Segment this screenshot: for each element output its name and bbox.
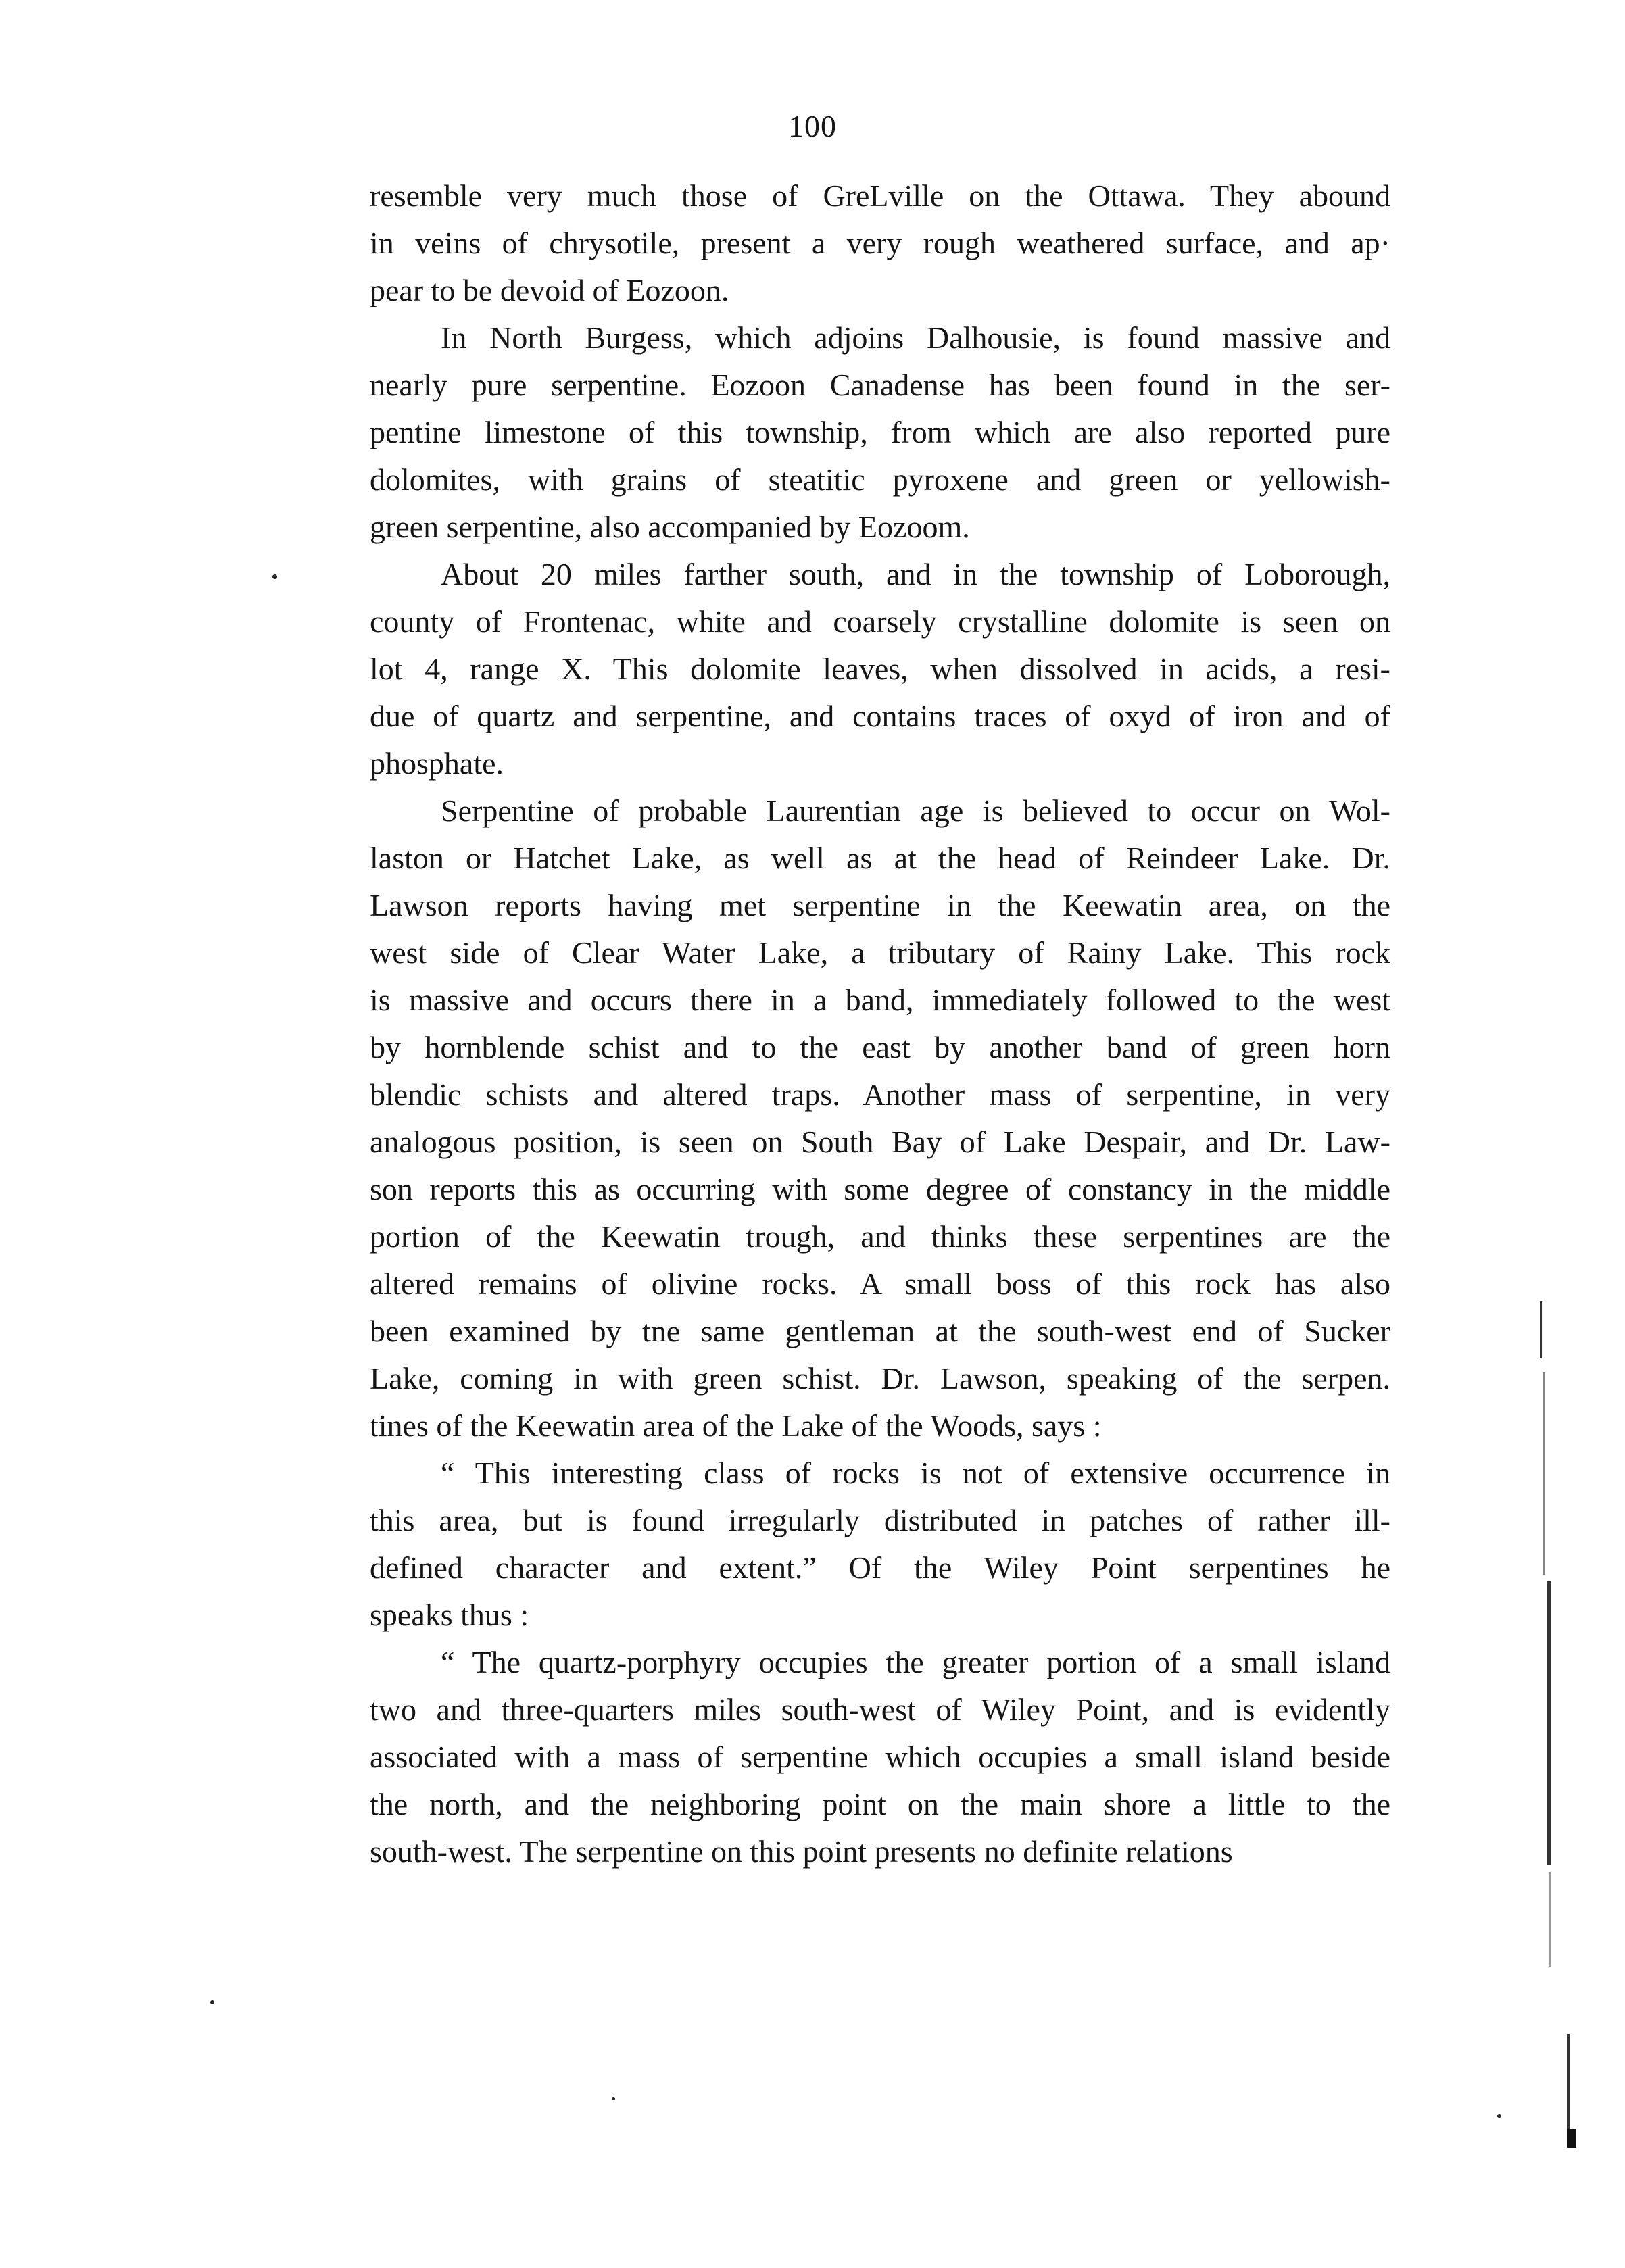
- text-line: tines of the Keewatin area of the Lake of the Woods, says :: [370, 1408, 1102, 1443]
- scan-speck: [1497, 2114, 1501, 2118]
- text-line: altered remains of olivine rocks. A small boss of this rock has also: [370, 1266, 1390, 1301]
- text-line: lot 4, range X. This dolomite leaves, when dissolved in acids, a resi-: [370, 651, 1390, 686]
- text-line: west side of Clear Water Lake, a tributary of Rainy Lake. This rock: [370, 935, 1390, 970]
- binding-edge-mark: [1543, 1372, 1545, 1575]
- text-line: south-west. The serpentine on this point presents no definite relations: [370, 1834, 1233, 1869]
- text-line: the north, and the neighboring point on the main shore a little to the: [370, 1787, 1390, 1821]
- text-line: speaks thus :: [370, 1598, 529, 1632]
- text-line: “ This interesting class of rocks is not of extensive occurrence in: [441, 1456, 1390, 1490]
- binding-edge-mark: [1567, 2034, 1570, 2142]
- text-line: analogous position, is seen on South Bay of Lake Despair, and Dr. Law-: [370, 1125, 1390, 1159]
- text-line: blendic schists and altered traps. Another mass of serpentine, in very: [370, 1077, 1390, 1112]
- scan-speck: [272, 574, 277, 579]
- text-line: Lawson reports having met serpentine in the Keewatin area, on the: [370, 888, 1390, 922]
- text-line: phosphate.: [370, 746, 504, 781]
- scan-speck: [612, 2097, 615, 2100]
- page-number: 100: [788, 109, 837, 143]
- text-line: “ The quartz-porphyry occupies the greater portion of a small island: [441, 1645, 1390, 1679]
- text-line: by hornblende schist and to the east by another band of green horn: [370, 1030, 1390, 1064]
- text-line: portion of the Keewatin trough, and thinks these serpentines are the: [370, 1219, 1390, 1254]
- text-line: pear to be devoid of Eozoon.: [370, 273, 729, 307]
- text-line: defined character and extent.” Of the Wiley Point serpentines he: [370, 1550, 1390, 1585]
- text-line: green serpentine, also accompanied by Eozoom.: [370, 510, 970, 544]
- binding-edge-mark: [1540, 1301, 1542, 1358]
- text-line: in veins of chrysotile, present a very rough weathered surface, and ap·: [370, 226, 1390, 260]
- binding-edge-mark: [1549, 1872, 1551, 1967]
- text-line: In North Burgess, which adjoins Dalhousie, is found massive and: [441, 320, 1390, 355]
- text-line: county of Frontenac, white and coarsely crystalline dolomite is seen on: [370, 604, 1390, 639]
- text-line: About 20 miles farther south, and in the township of Loborough,: [441, 557, 1390, 591]
- text-line: nearly pure serpentine. Eozoon Canadense has been found in the ser-: [370, 368, 1390, 402]
- text-line: associated with a mass of serpentine which occupies a small island beside: [370, 1740, 1390, 1774]
- text-line: due of quartz and serpentine, and contains traces of oxyd of iron and of: [370, 699, 1390, 733]
- text-line: Lake, coming in with green schist. Dr. Lawson, speaking of the serpen.: [370, 1361, 1390, 1396]
- text-line: two and three-quarters miles south-west of Wiley Point, and is evidently: [370, 1692, 1390, 1727]
- text-line: pentine limestone of this township, from which are also reported pure: [370, 415, 1390, 449]
- text-line: son reports this as occurring with some degree of constancy in the middle: [370, 1172, 1390, 1206]
- text-line: resemble very much those of GreLville on the Ottawa. They abound: [370, 178, 1390, 213]
- scan-speck: [210, 2000, 214, 2004]
- binding-edge-mark: [1547, 1581, 1551, 1865]
- text-line: dolomites, with grains of steatitic pyroxene and green or yellowish-: [370, 462, 1390, 497]
- binding-edge-mark: [1567, 2129, 1576, 2148]
- text-line: is massive and occurs there in a band, immediately followed to the west: [370, 983, 1390, 1017]
- text-line: laston or Hatchet Lake, as well as at the head of Reindeer Lake. Dr.: [370, 841, 1390, 875]
- text-line: Serpentine of probable Laurentian age is believed to occur on Wol-: [441, 793, 1390, 828]
- text-line: this area, but is found irregularly distributed in patches of rather ill-: [370, 1503, 1390, 1537]
- text-line: been examined by tne same gentleman at the south-west end of Sucker: [370, 1314, 1390, 1348]
